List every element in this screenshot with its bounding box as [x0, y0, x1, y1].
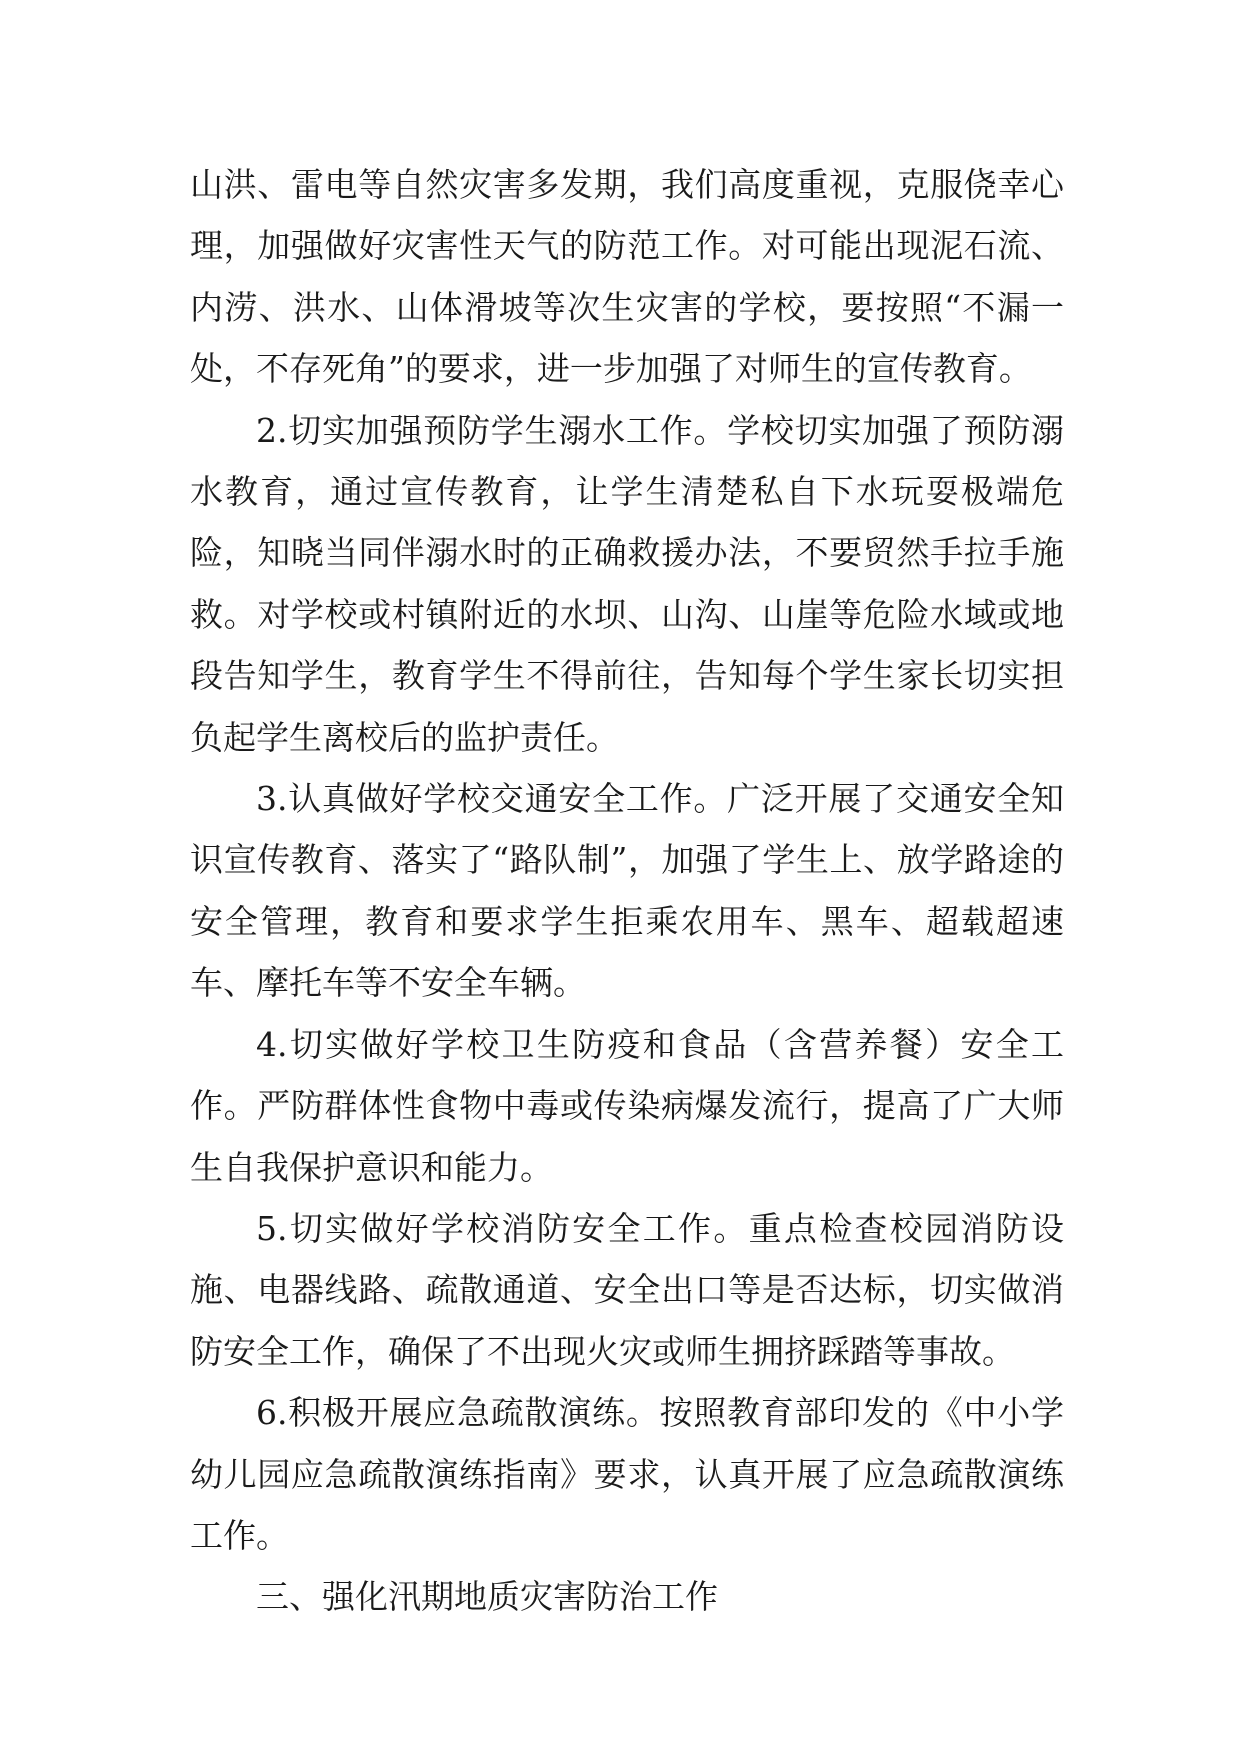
paragraph-fire-safety: 5.切实做好学校消防安全工作。重点检查校园消防设施、电器线路、疏散通道、安全出口等是否达标，切实做消防安全工作，确保了不出现火灾或师生拥挤踩踏等事故。	[190, 1208, 1064, 1371]
paragraph-health-food-safety: 4.切实做好学校卫生防疫和食品（含营养餐）安全工作。严防群体性食物中毒或传染病爆发流行，提高了广大师生自我保护意识和能力。	[190, 1024, 1064, 1187]
section-heading-flood-geology: 三、强化汛期地质灾害防治工作	[256, 1577, 718, 1617]
paragraph-continued: 山洪、雷电等自然灾害多发期，我们高度重视，克服侥幸心理，加强做好灾害性天气的防范工作。对可能出现泥石流、内涝、洪水、山体滑坡等次生灾害的学校，要按照“不漏一处，不存死角”的要求，进一步加强了对师生的宣传教育。	[190, 165, 1064, 389]
document-page	[190, 154, 1064, 1628]
paragraph-evacuation-drill: 6.积极开展应急疏散演练。按照教育部印发的《中小学幼儿园应急疏散演练指南》要求，认真开展了应急疏散演练工作。	[190, 1393, 1064, 1555]
paragraph-drowning-prevention: 2.切实加强预防学生溺水工作。学校切实加强了预防溺水教育，通过宣传教育，让学生清楚私自下水玩耍极端危险，知晓当同伴溺水时的正确救援办法，不要贸然手拉手施救。对学校或村镇附近的水坝、山沟、山崖等危险水域或地段告知学生，教育学生不得前往，告知每个学生家长切实担负起学生离校后的监护责任。	[190, 410, 1064, 757]
paragraph-traffic-safety: 3.认真做好学校交通安全工作。广泛开展了交通安全知识宣传教育、落实了“路队制”，加强了学生上、放学路途的安全管理，教育和要求学生拒乘农用车、黑车、超载超速车、摩托车等不安全车辆。	[190, 779, 1064, 1003]
